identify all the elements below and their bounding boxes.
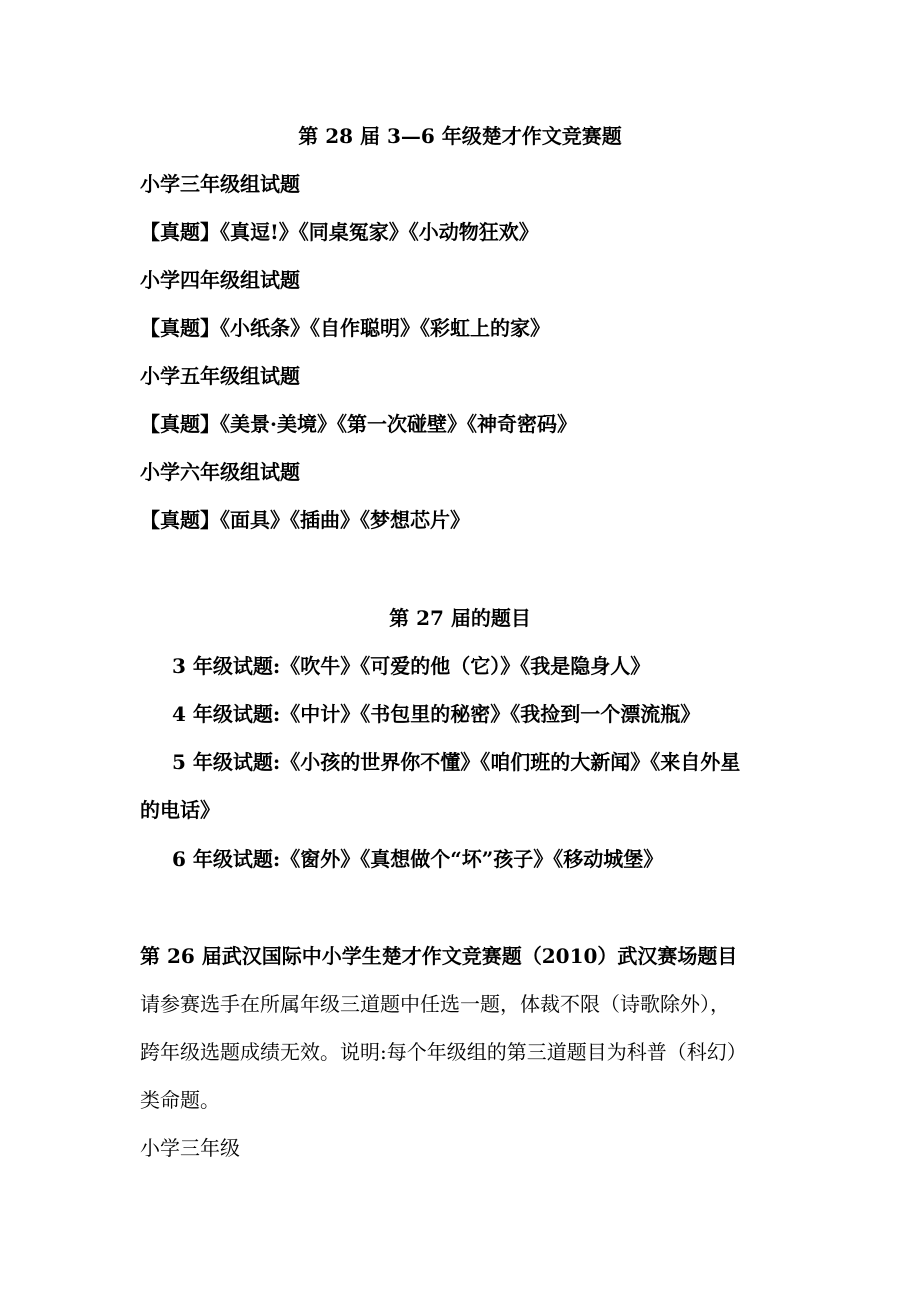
s28-grade4-topics: 【真题】《小纸条》《自作聪明》《彩虹上的家》 (140, 316, 550, 340)
s28-grade6-label: 小学六年级组试题 (140, 460, 300, 484)
s27-grade5: 5 年级试题:《小孩的世界你不懂》《咱们班的大新闻》《来自外星 (172, 750, 741, 774)
s27-grade3: 3 年级试题:《吹牛》《可爱的他（它）》《我是隐身人》 (172, 654, 651, 678)
s26-para-line1: 请参赛选手在所属年级三道题中任选一题，体裁不限（诗歌除外）， (140, 992, 730, 1016)
s26-para-line3: 类命题。 (140, 1088, 220, 1112)
s28-grade6-topics: 【真题】《面具》《插曲》《梦想芯片》 (140, 508, 470, 532)
s28-grade3-label: 小学三年级组试题 (140, 172, 300, 196)
s28-grade4-label: 小学四年级组试题 (140, 268, 300, 292)
s27-grade4: 4 年级试题:《中计》《书包里的秘密》《我捡到一个漂流瓶》 (172, 702, 701, 726)
s27-grade5-cont: 的电话》 (140, 798, 220, 822)
s26-para-line2: 跨年级选题成绩无效。说明:每个年级组的第三道题目为科普（科幻） (140, 1040, 747, 1064)
s27-grade6: 6 年级试题:《窗外》《真想做个“坏”孩子》《移动城堡》 (172, 847, 664, 871)
s26-title: 第 26 届武汉国际中小学生楚才作文竞赛题（2010）武汉赛场题目 (140, 944, 738, 968)
s28-grade5-topics: 【真题】《美景·美境》《第一次碰壁》《神奇密码》 (140, 412, 577, 436)
s26-grade3-label: 小学三年级 (140, 1136, 240, 1160)
s28-grade5-label: 小学五年级组试题 (140, 364, 300, 388)
s27-title: 第 27 届的题目 (389, 606, 531, 630)
s28-grade3-topics: 【真题】《真逗!》《同桌冤家》《小动物狂欢》 (140, 220, 539, 244)
s28-title: 第 28 届 3—6 年级楚才作文竞赛题 (298, 124, 622, 148)
